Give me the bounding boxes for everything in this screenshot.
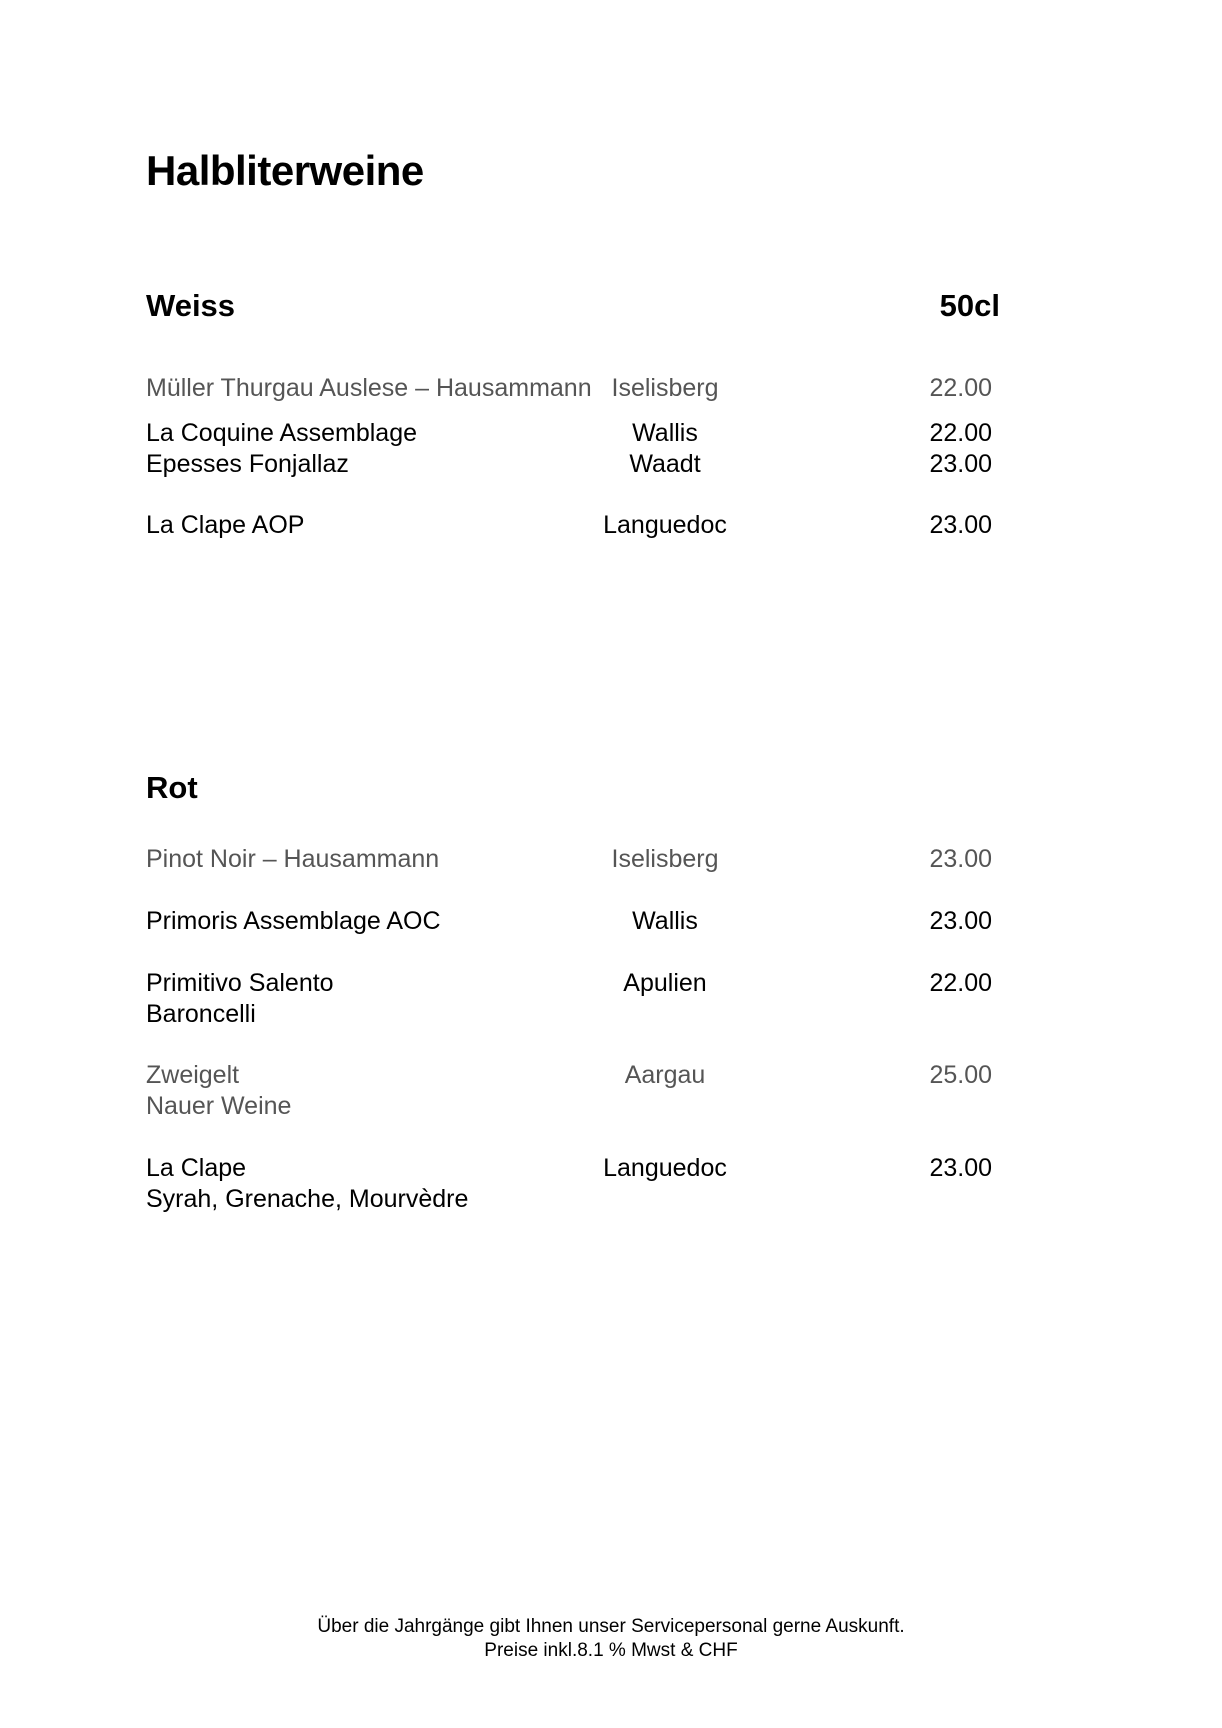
- wine-price: 23.00: [929, 845, 992, 873]
- footer-price-note: Preise inkl.8.1 % Mwst & CHF: [484, 1640, 738, 1661]
- wine-name: Epesses Fonjallaz: [146, 450, 349, 478]
- wine-row: [0, 967, 1222, 999]
- wine-region: Wallis: [632, 907, 698, 935]
- wine-price: 23.00: [929, 511, 992, 539]
- wine-price: 23.00: [929, 450, 992, 478]
- wine-row: [0, 417, 1222, 449]
- wine-row: [0, 1152, 1222, 1184]
- wine-name: Müller Thurgau Auslese – Hausammann: [146, 374, 592, 402]
- wine-row: [0, 1059, 1222, 1091]
- wine-name: La Coquine Assemblage: [146, 419, 418, 447]
- wine-price: 25.00: [929, 1061, 992, 1089]
- wine-row: [0, 509, 1222, 541]
- wine-name: Primitivo Salento: [146, 969, 334, 997]
- wine-region: Apulien: [623, 969, 707, 997]
- wine-region: Languedoc: [603, 511, 727, 539]
- section-heading-rot: Rot: [146, 770, 198, 805]
- wine-subline: Baroncelli: [146, 1000, 256, 1028]
- wine-region: Waadt: [629, 450, 701, 478]
- wine-region: Iselisberg: [611, 845, 719, 873]
- wine-region: Wallis: [632, 419, 698, 447]
- wine-name: Primoris Assemblage AOC: [146, 907, 441, 935]
- size-heading: 50cl: [939, 288, 1000, 323]
- wine-price: 22.00: [929, 419, 992, 447]
- wine-name: La Clape: [146, 1154, 247, 1182]
- wine-subline: Nauer Weine: [146, 1092, 292, 1120]
- wine-subline: Syrah, Grenache, Mourvèdre: [146, 1185, 469, 1213]
- wine-price: 22.00: [929, 374, 992, 402]
- section-heading-weiss: Weiss: [146, 288, 236, 323]
- page-title: Halbliterweine: [146, 147, 424, 194]
- wine-price: 23.00: [929, 1154, 992, 1182]
- wine-name: Zweigelt: [146, 1061, 240, 1089]
- wine-name: La Clape AOP: [146, 511, 305, 539]
- wine-row: [0, 448, 1222, 480]
- wine-region: Aargau: [624, 1061, 706, 1089]
- wine-region: Languedoc: [603, 1154, 727, 1182]
- wine-name: Pinot Noir – Hausammann: [146, 845, 440, 873]
- wine-price: 22.00: [929, 969, 992, 997]
- wine-row: [0, 843, 1222, 875]
- wine-row: [0, 372, 1222, 404]
- wine-row: [0, 905, 1222, 937]
- wine-region: Iselisberg: [611, 374, 719, 402]
- footer-vintage-note: Über die Jahrgänge gibt Ihnen unser Servicepersonal gerne Auskunft.: [317, 1616, 905, 1637]
- wine-price: 23.00: [929, 907, 992, 935]
